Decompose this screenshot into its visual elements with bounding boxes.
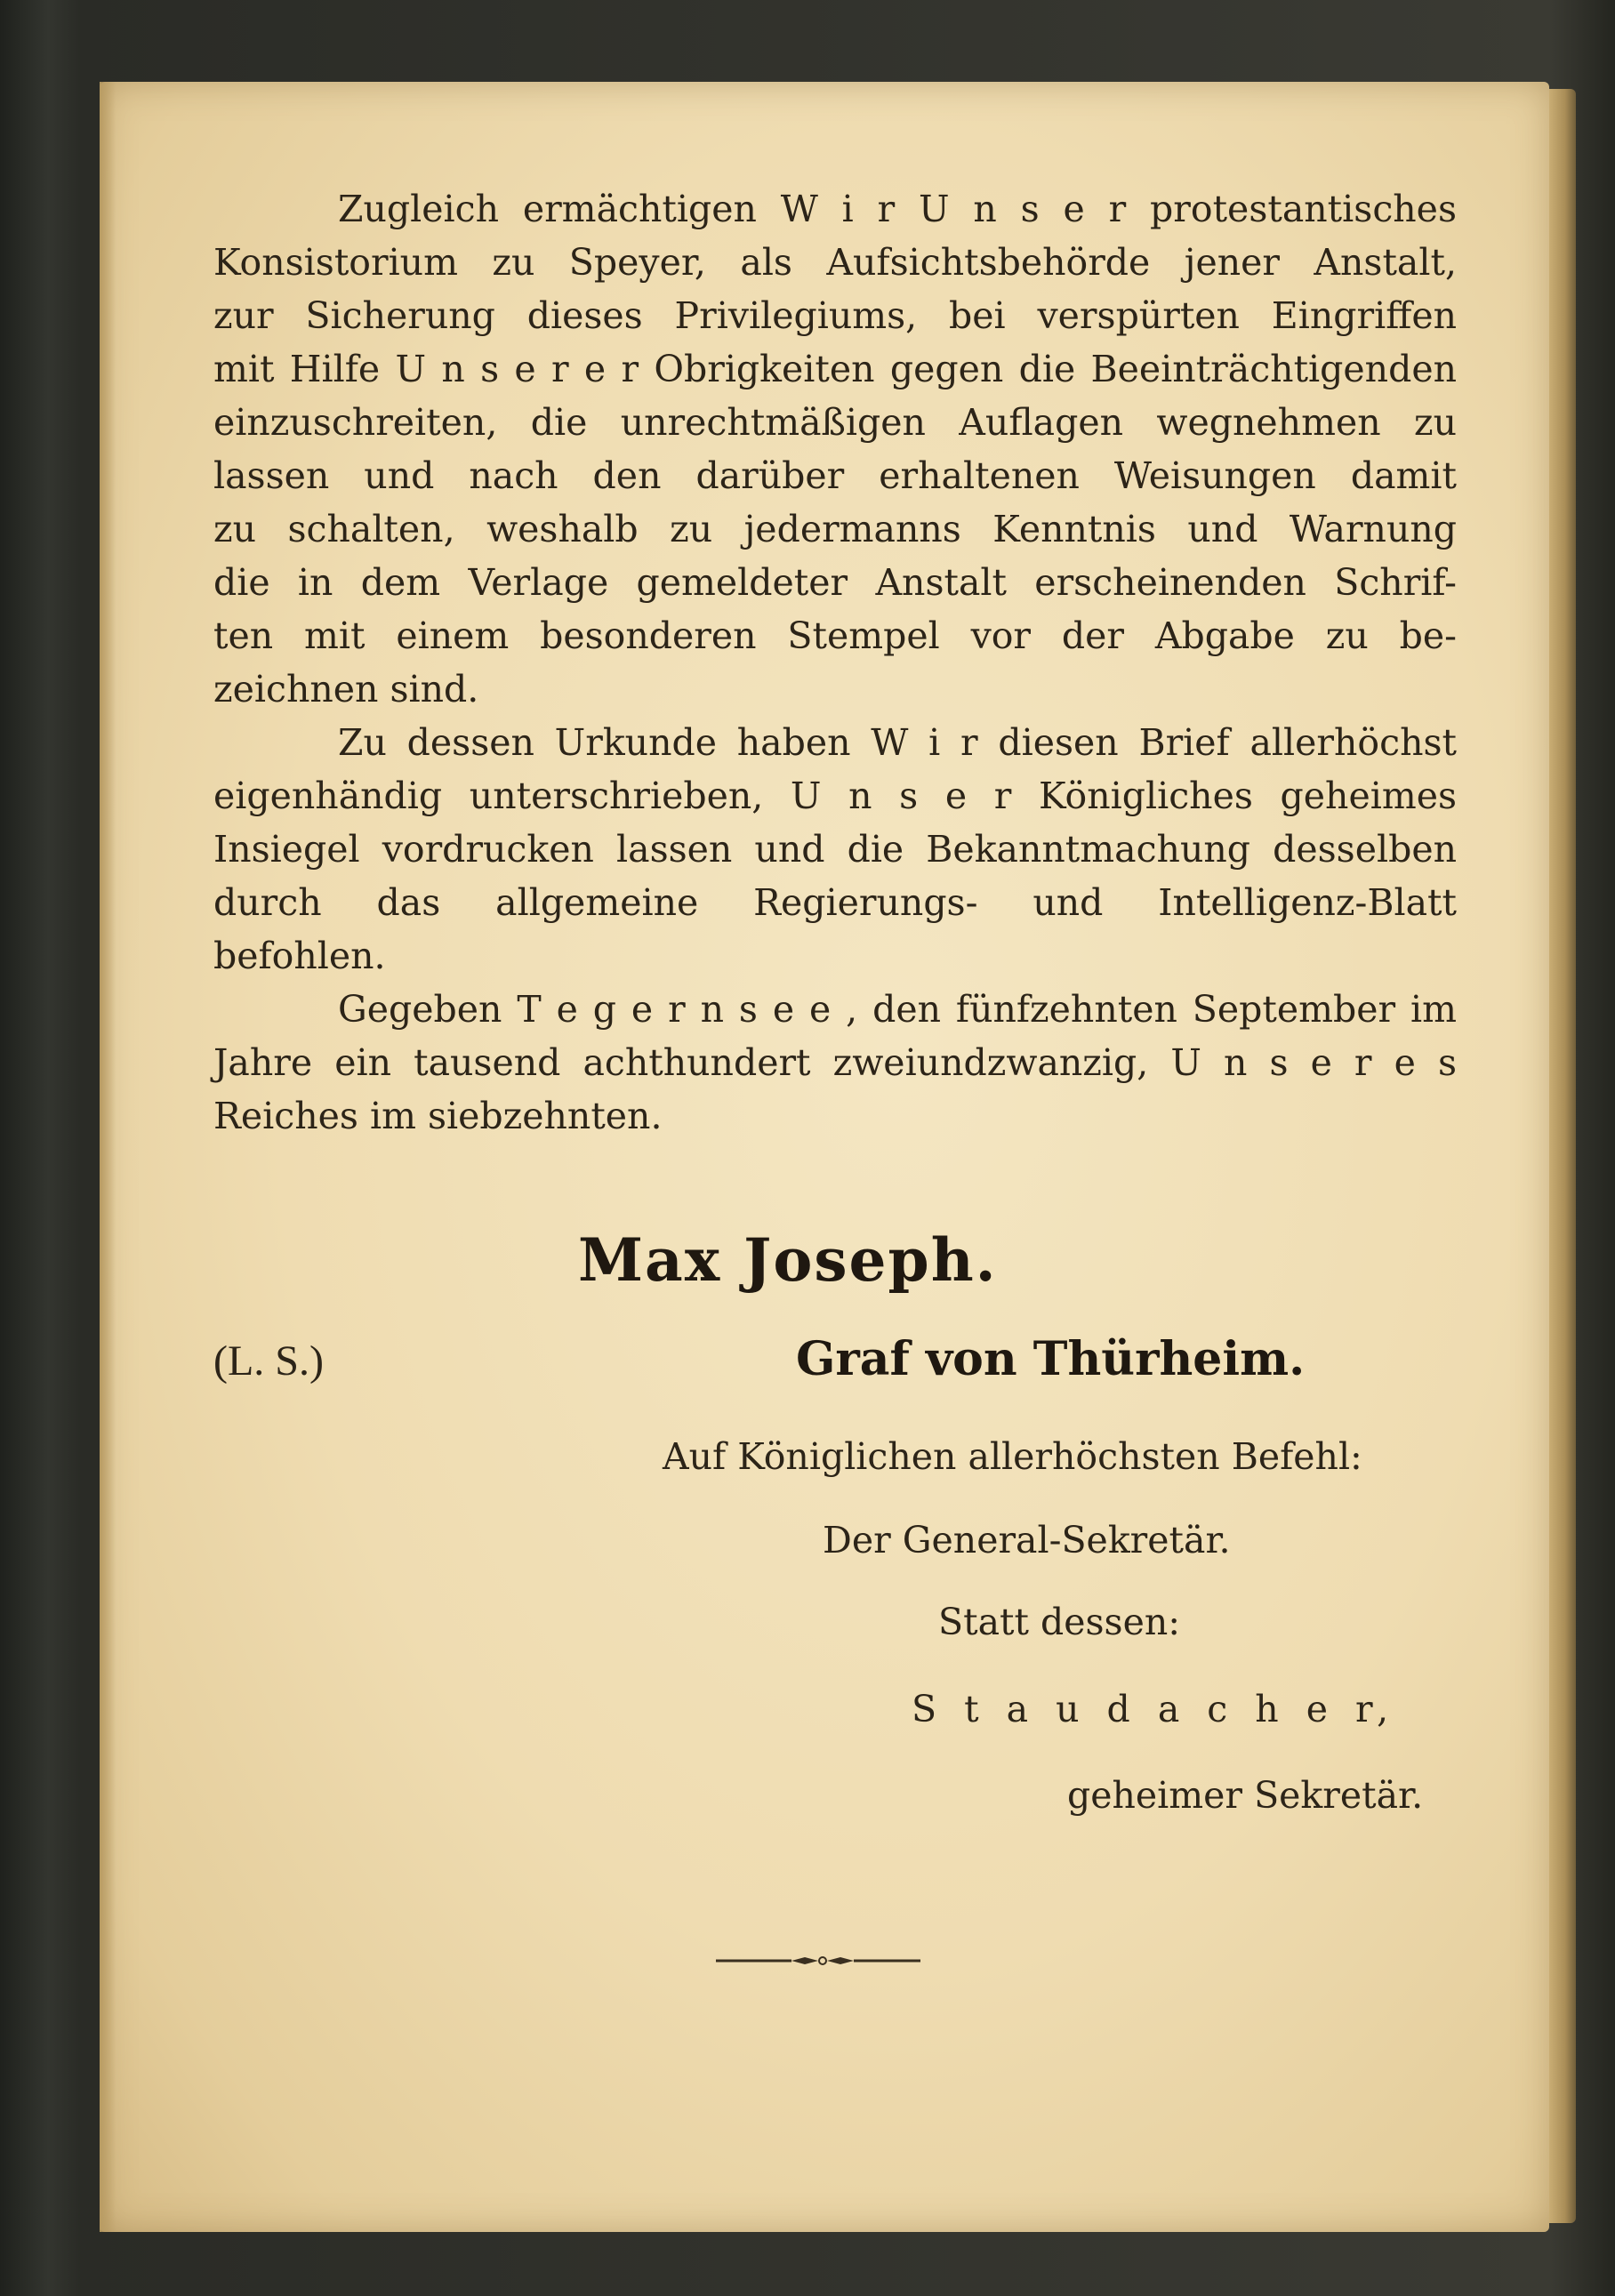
text-line: zur Sicherung dieses Privilegiums, bei verspürten Eingriffen: [213, 294, 1457, 337]
text-line: ten mit einem besonderen Stempel vor der Abgabe zu be-: [213, 614, 1457, 657]
seal-mark: (L. S.): [213, 1337, 324, 1385]
deputy-line: Statt dessen:: [938, 1601, 1181, 1643]
ornament-divider: [716, 1952, 920, 1970]
text-line: Insiegel vordrucken lassen und die Bekanntmachung desselben: [213, 828, 1457, 871]
secretary-title: Der General-Sekretär.: [823, 1519, 1231, 1561]
text-line: eigenhändig unterschrieben, U n s e r Königliches geheimes: [213, 775, 1457, 817]
text-line: die in dem Verlage gemeldeter Anstalt erscheinenden Schrif-: [213, 561, 1457, 604]
minister-signature: Graf von Thürheim.: [796, 1332, 1306, 1386]
text-line: Zugleich ermächtigen W i r U n s e r protestantisches: [338, 188, 1457, 230]
secretary-role: geheimer Sekretär.: [1067, 1774, 1424, 1817]
body-text: [213, 182, 1457, 1143]
text-line: Zu dessen Urkunde haben W i r diesen Brief allerhöchst: [338, 721, 1457, 764]
text-line: durch das allgemeine Regierungs- und Intelligenz-Blatt: [213, 881, 1457, 924]
text-line: Jahre ein tausend achthundert zweiundzwanzig, U n s e r e s: [213, 1041, 1457, 1084]
king-signature: Max Joseph.: [578, 1225, 998, 1295]
text-line: mit Hilfe U n s e r e r Obrigkeiten gegen die Beeinträchtigenden: [213, 348, 1457, 390]
text-line: Reiches im siebzehnten.: [213, 1095, 663, 1137]
text-line: Konsistorium zu Speyer, als Aufsichtsbehörde jener Anstalt,: [213, 241, 1457, 284]
text-line: Gegeben T e g e r n s e e , den fünfzehnten September im: [338, 988, 1457, 1031]
page-edge: [1549, 89, 1576, 2223]
secretary-name: S t a u d a c h e r,: [912, 1688, 1397, 1730]
page-gutter: [100, 82, 116, 2232]
text-line: befohlen.: [213, 935, 386, 977]
text-line: einzuschreiten, die unrechtmäßigen Auflagen wegnehmen zu: [213, 401, 1457, 444]
text-line: zeichnen sind.: [213, 668, 479, 710]
command-line: Auf Königlichen allerhöchsten Befehl:: [663, 1435, 1362, 1478]
text-line: lassen und nach den darüber erhaltenen Weisungen damit: [213, 454, 1457, 497]
text-line: zu schalten, weshalb zu jedermanns Kenntnis und Warnung: [213, 508, 1457, 550]
